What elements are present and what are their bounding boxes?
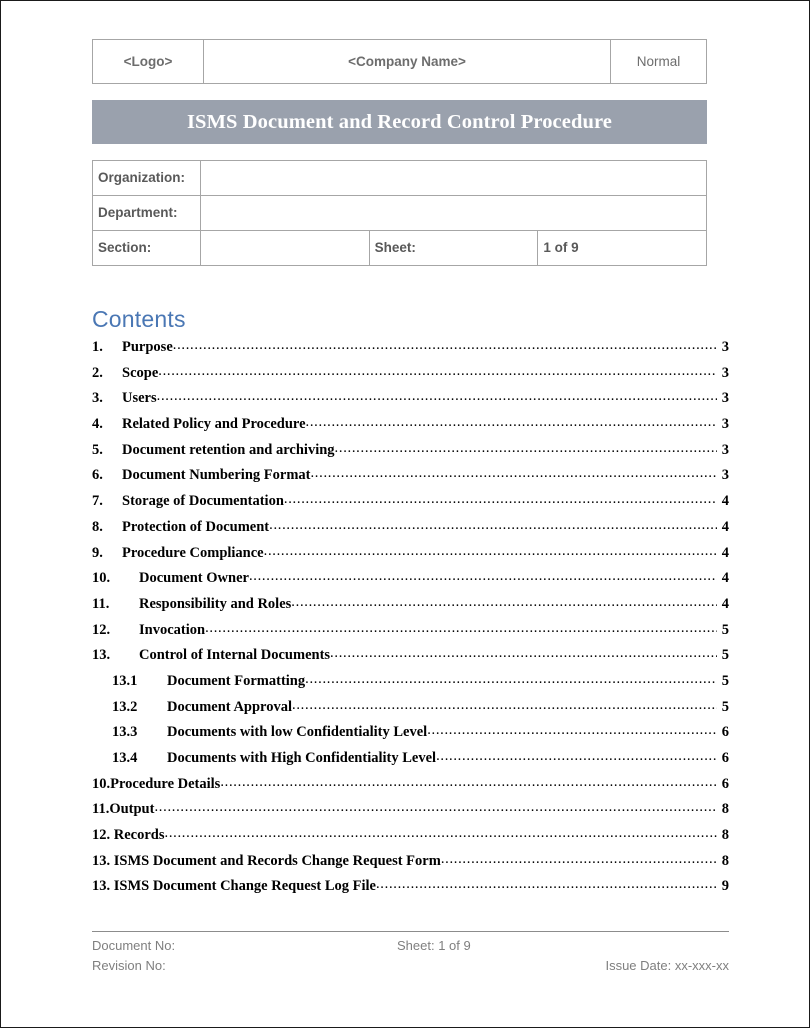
toc-entry-title: Document Formatting <box>167 672 306 689</box>
toc-leader-dots <box>173 337 717 354</box>
toc-entry-title: Document Approval <box>167 698 293 715</box>
toc-leader-dots <box>157 388 717 405</box>
organization-value[interactable] <box>201 161 707 196</box>
table-row-department <box>93 196 707 231</box>
toc-entry[interactable] <box>92 750 729 776</box>
toc-entry-page: 3 <box>721 364 729 381</box>
toc-entry-page: 6 <box>721 750 729 766</box>
toc-entry[interactable] <box>92 545 729 571</box>
toc-entry-page: 4 <box>721 595 729 612</box>
toc-entry-number: 6. <box>92 467 103 484</box>
footer-divider <box>92 931 729 932</box>
classification-cell: Normal <box>611 40 707 84</box>
toc-leader-dots <box>158 363 717 380</box>
toc-entry[interactable] <box>92 519 729 545</box>
toc-entry[interactable] <box>92 570 729 596</box>
toc-entry-page: 3 <box>721 390 729 407</box>
toc-entry-title: 13. ISMS Document and Records Change Request Form <box>92 852 441 869</box>
toc-entry-number: 13.2 <box>112 698 138 715</box>
logo-placeholder-cell: <Logo> <box>93 40 204 84</box>
toc-leader-dots <box>306 414 717 431</box>
contents-heading: Contents <box>92 306 186 332</box>
toc-entry[interactable] <box>92 493 729 519</box>
toc-entry[interactable] <box>92 801 729 827</box>
department-value[interactable] <box>201 196 707 231</box>
toc-entry-title: Protection of Document <box>122 518 270 535</box>
sheet-label: Sheet: <box>369 231 538 266</box>
footer-fields <box>92 938 729 978</box>
toc-entry-page: 5 <box>721 647 729 664</box>
header-table <box>92 39 707 84</box>
section-value[interactable] <box>201 231 370 266</box>
toc-entry[interactable] <box>92 724 729 750</box>
toc-entry-title: Documents with low Confidentiality Level <box>167 724 428 741</box>
toc-entry-page: 6 <box>721 724 729 741</box>
toc-entry-page: 8 <box>721 852 729 869</box>
toc-entry-page: 3 <box>721 339 729 355</box>
toc-leader-dots <box>220 774 717 791</box>
toc-entry-page: 5 <box>721 698 729 715</box>
toc-entry-title: 10.Procedure Details <box>92 775 221 792</box>
toc-entry-number: 1. <box>92 339 103 355</box>
toc-entry[interactable] <box>92 339 729 365</box>
toc-entry-number: 4. <box>92 416 103 433</box>
toc-entry[interactable] <box>92 390 729 416</box>
page-title: ISMS Document and Record Control Procedure <box>186 110 612 133</box>
toc-entry-title: Control of Internal Documents <box>139 647 331 664</box>
toc-entry-page: 3 <box>721 441 729 458</box>
footer-document-no: Document No: <box>92 938 176 953</box>
toc-entry-title: 11.Output <box>92 801 155 818</box>
toc-entry-title: Procedure Compliance <box>122 544 264 561</box>
toc-leader-dots <box>330 645 717 662</box>
toc-leader-dots <box>305 671 717 688</box>
toc-entry-page: 5 <box>721 672 729 689</box>
toc-entry[interactable] <box>92 853 729 879</box>
toc-entry-title: Users <box>122 390 157 407</box>
toc-entry-title: Document retention and archiving <box>122 441 335 458</box>
footer-revision-no: Revision No: <box>92 958 166 973</box>
header-table-row <box>93 40 707 84</box>
toc-entry-number: 13.4 <box>112 750 138 766</box>
toc-entry-title: 12. Records <box>92 827 165 844</box>
toc-leader-dots <box>310 465 717 482</box>
toc-entry[interactable] <box>92 878 729 904</box>
toc-entry-number: 3. <box>92 390 103 407</box>
toc-entry-number: 13. <box>92 647 111 664</box>
toc-entry[interactable] <box>92 622 729 648</box>
sheet-value: 1 of 9 <box>538 231 707 266</box>
document-title-band <box>92 100 707 144</box>
toc-entry-number: 8. <box>92 518 103 535</box>
table-row-organization <box>93 161 707 196</box>
toc-leader-dots <box>376 876 717 893</box>
toc-entry[interactable] <box>92 467 729 493</box>
department-label: Department: <box>93 196 201 231</box>
toc-entry-number: 2. <box>92 364 103 381</box>
toc-entry[interactable] <box>92 442 729 468</box>
toc-entry-title: Responsibility and Roles <box>139 595 292 612</box>
toc-entry-title: Documents with High Confidentiality Level <box>167 750 437 766</box>
table-of-contents <box>92 339 729 904</box>
toc-entry-number: 11. <box>92 595 110 612</box>
toc-leader-dots <box>269 517 717 534</box>
toc-entry[interactable] <box>92 776 729 802</box>
document-info-table <box>92 160 707 266</box>
toc-entry[interactable] <box>92 365 729 391</box>
toc-entry-title: Purpose <box>122 339 173 355</box>
toc-entry-page: 5 <box>721 621 729 638</box>
toc-entry-number: 10. <box>92 570 111 587</box>
toc-entry-page: 4 <box>721 518 729 535</box>
toc-entry-number: 13.3 <box>112 724 138 741</box>
organization-label: Organization: <box>93 161 201 196</box>
toc-leader-dots <box>154 799 717 816</box>
toc-entry-title: Document Owner <box>139 570 249 587</box>
toc-entry-page: 4 <box>721 493 729 510</box>
toc-entry-page: 4 <box>721 570 729 587</box>
toc-leader-dots <box>284 491 717 508</box>
footer-sheet: Sheet: 1 of 9 <box>397 938 471 953</box>
toc-entry[interactable] <box>92 827 729 853</box>
footer-issue-date: Issue Date: xx-xxx-xx <box>605 958 729 973</box>
page-footer <box>92 931 729 978</box>
toc-entry-number: 13.1 <box>112 672 138 689</box>
toc-entry[interactable] <box>92 416 729 442</box>
toc-leader-dots <box>441 851 717 868</box>
toc-leader-dots <box>264 543 717 560</box>
toc-entry-title: Invocation <box>139 621 206 638</box>
toc-entry-number: 7. <box>92 493 103 510</box>
toc-entry[interactable] <box>92 699 729 725</box>
toc-leader-dots <box>335 440 717 457</box>
toc-leader-dots <box>436 748 717 765</box>
toc-entry-title: 13. ISMS Document Change Request Log File <box>92 878 376 895</box>
toc-entry[interactable] <box>92 596 729 622</box>
toc-entry-number: 12. <box>92 621 111 638</box>
toc-entry-page: 8 <box>721 801 729 818</box>
table-row-section <box>93 231 707 266</box>
toc-entry[interactable] <box>92 647 729 673</box>
company-name-cell: <Company Name> <box>204 40 611 84</box>
toc-entry-number: 9. <box>92 544 103 561</box>
toc-leader-dots <box>205 620 717 637</box>
toc-leader-dots <box>427 722 717 739</box>
toc-entry-title: Related Policy and Procedure <box>122 416 306 433</box>
toc-leader-dots <box>249 568 717 585</box>
toc-entry-title: Scope <box>122 364 159 381</box>
toc-entry-title: Document Numbering Format <box>122 467 311 484</box>
toc-entry-number: 5. <box>92 441 103 458</box>
toc-entry[interactable] <box>92 673 729 699</box>
toc-entry-page: 3 <box>721 416 729 433</box>
toc-entry-page: 4 <box>721 544 729 561</box>
toc-entry-page: 9 <box>721 878 729 895</box>
section-label: Section: <box>93 231 201 266</box>
toc-entry-page: 8 <box>721 827 729 844</box>
toc-leader-dots <box>292 697 717 714</box>
toc-leader-dots <box>291 594 717 611</box>
toc-entry-page: 6 <box>721 775 729 792</box>
toc-entry-page: 3 <box>721 467 729 484</box>
toc-leader-dots <box>165 825 718 842</box>
toc-entry-title: Storage of Documentation <box>122 493 284 510</box>
